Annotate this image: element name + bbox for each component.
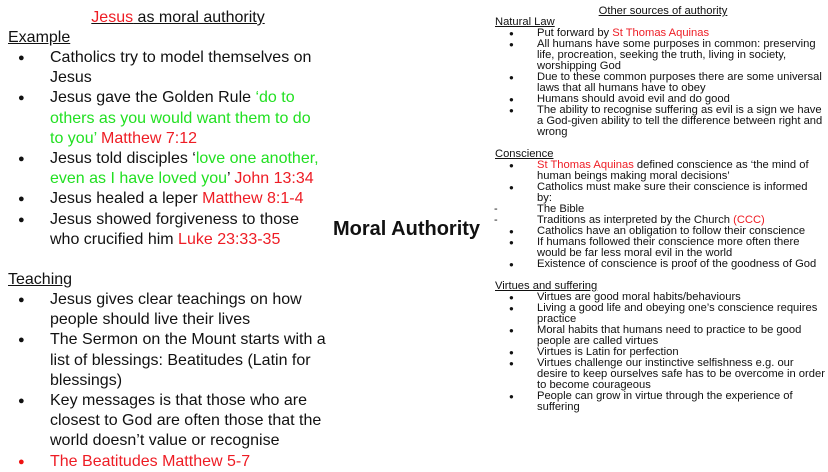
item-text: Put forward by <box>537 27 613 39</box>
virtues-list <box>495 292 825 413</box>
list-item <box>495 160 825 182</box>
natural-law-heading: Natural Law <box>495 16 555 28</box>
item-text: defined conscience as ‘the mind of human beings making moral decisions’ <box>537 159 809 182</box>
list-item: ● Key messages is that those who are closest to God are often those that the world doesn’t value or recognise <box>8 391 328 452</box>
list-item <box>8 48 328 88</box>
list-item: ● The Sermon on the Mount starts with a list of blessings: Beatitudes (Latin for blessings) <box>8 330 328 391</box>
central-title: Moral Authority <box>333 218 481 240</box>
item-text: Catholics try to model themselves on Jesus <box>50 49 312 87</box>
scripture-ref: John 13:34 <box>229 170 314 188</box>
ccc-ref: (CCC) <box>733 214 765 226</box>
name-ref: St Thomas Aquinas <box>537 159 634 171</box>
quote: love one another, even as I have loved you <box>50 150 319 188</box>
scripture-ref: Matthew 8:1-4 <box>202 190 304 208</box>
left-column <box>8 8 328 472</box>
dash-item: - The Bible <box>495 204 825 215</box>
virtues-heading: Virtues and suffering <box>495 280 598 292</box>
list-item: ● Virtues challenge our instinctive selfishness e.g. our desire to keep ourselves safe has to be overcome in order to become courageous <box>495 358 825 391</box>
right-column <box>495 6 825 413</box>
item-text: Jesus showed forgiveness to those who crucified him <box>50 210 300 248</box>
title-rest: as moral authority <box>133 9 265 26</box>
list-item <box>8 149 328 189</box>
list-item: ● Due to these common purposes there are some universal laws that all humans have to obey <box>495 72 825 94</box>
item-text: Traditions as interpreted by the Church <box>537 214 734 226</box>
list-item <box>8 210 328 250</box>
natural-law-list <box>495 28 825 138</box>
list-item: ● Jesus gives clear teachings on how people should live their lives <box>8 290 328 330</box>
list-item: ● Moral habits that humans need to practice to be good people are called virtues <box>495 325 825 347</box>
list-item: ● People can grow in virtue through the experience of suffering <box>495 391 825 413</box>
list-item: ● Catholics have an obligation to follow their conscience <box>495 226 825 237</box>
conscience-list <box>495 160 825 270</box>
quote: ‘do to others as you would want them to do to you’ <box>50 89 311 147</box>
conscience-heading: Conscience <box>495 148 554 160</box>
list-item <box>8 88 328 149</box>
title-jesus: Jesus <box>91 9 134 26</box>
list-item: ● Virtues is Latin for perfection <box>495 347 825 358</box>
example-heading: Example <box>8 29 71 46</box>
list-item: ● If humans followed their conscience more often there would be far less moral evil in the world <box>495 237 825 259</box>
list-item: ● Virtues are good moral habits/behaviours <box>495 292 825 303</box>
list-item: ● All humans have some purposes in common: preserving life, procreation, seeking the truth, living in society, worshipping God <box>495 39 825 72</box>
item-text: Jesus gave the Golden Rule <box>50 89 256 107</box>
list-item: ● Catholics must make sure their conscience is informed by: <box>495 182 825 204</box>
right-title: Other sources of authority <box>598 5 728 17</box>
list-item: ● The Beatitudes Matthew 5-7 <box>8 452 328 472</box>
scripture-ref: Luke 23:33-35 <box>178 230 281 248</box>
teaching-heading: Teaching <box>8 271 73 289</box>
item-text: Jesus told disciples ‘ <box>50 150 196 168</box>
list-item: ● Existence of conscience is proof of the goodness of God <box>495 259 825 270</box>
name-ref: St Thomas Aquinas <box>612 27 710 39</box>
list-item: ● Living a good life and obeying one’s conscience requires practice <box>495 303 825 325</box>
teaching-list <box>8 290 328 472</box>
item-text: Jesus healed a leper <box>50 190 203 208</box>
list-item: ● The ability to recognise suffering as evil is a sign we have a God-given ability to tell the difference between right and wrong <box>495 105 825 138</box>
list-item <box>8 189 328 209</box>
scripture-ref: Matthew 7:12 <box>96 129 198 147</box>
quote-close: ’ <box>227 170 230 188</box>
example-list <box>8 48 328 250</box>
list-item: ● Humans should avoid evil and do good <box>495 94 825 105</box>
left-title <box>28 8 328 28</box>
